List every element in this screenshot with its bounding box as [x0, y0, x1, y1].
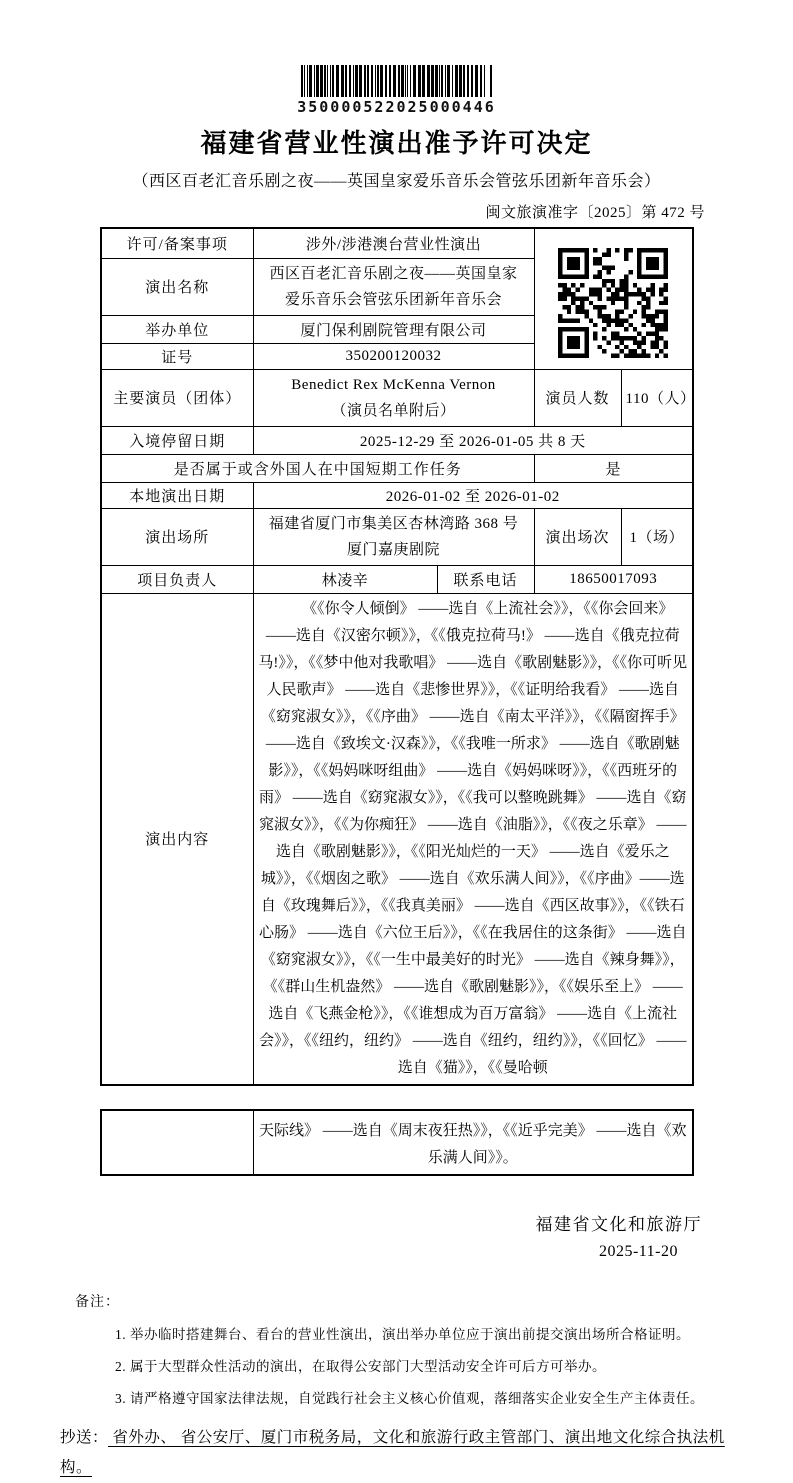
notes-section — [75, 1291, 793, 1407]
main-performers-line1: Benedict Rex McKenna Vernon — [291, 376, 496, 393]
performance-name-line1: 西区百老汇音乐剧之夜——英国皇家 — [269, 265, 518, 282]
cc-text: 省外办、 省公安厅、厦门市税务局，文化和旅游行政主管部门、演出地文化综合执法机构。 — [60, 1428, 725, 1476]
barcode-image — [301, 65, 493, 97]
row-label-content-continued — [101, 1110, 253, 1175]
phone-label: 联系电话 — [437, 565, 534, 593]
row-label-permit-item: 许可/备案事项 — [101, 228, 253, 258]
phone-value: 18650017093 — [534, 565, 693, 593]
table-row — [101, 1110, 693, 1175]
performance-name-line2: 爱乐音乐会管弦乐团新年音乐会 — [285, 291, 503, 308]
license-table — [100, 227, 694, 1086]
entry-stay-value: 2025-12-29 至 2026-01-05 共 8 天 — [253, 426, 693, 454]
table-row — [101, 369, 693, 426]
performance-content-cell — [253, 593, 693, 1085]
performer-count-value: 110（人） — [621, 369, 693, 426]
cc-label: 抄送： — [60, 1428, 109, 1446]
venue-value — [253, 508, 534, 565]
table-row — [101, 593, 693, 1085]
row-label-cert-no: 证号 — [101, 343, 253, 369]
venue-line2: 厦门嘉庚剧院 — [347, 541, 441, 558]
performance-name-value — [253, 258, 534, 315]
issuing-authority: 福建省文化和旅游厅 — [535, 1214, 702, 1234]
document-number: 闽文旅演准字〔2025〕第 472 号 — [485, 205, 705, 221]
permit-item-value: 涉外/涉港澳台营业性演出 — [253, 228, 534, 258]
qr-code-cell — [534, 228, 693, 369]
row-label-main-performers: 主要演员（团体） — [101, 369, 253, 426]
show-count-value: 1（场） — [621, 508, 693, 565]
note-item-3: 3. 请严格遵守国家法律法规，自觉践行社会主义核心价值观，落细落实企业安全生产主体责任。 — [115, 1390, 704, 1406]
page-subtitle: （西区百老汇音乐剧之夜——英国皇家爱乐音乐会管弦乐团新年音乐会） — [132, 173, 661, 190]
table-row — [101, 508, 693, 565]
table-row — [101, 228, 693, 258]
venue-line1: 福建省厦门市集美区杏林湾路 368 号 — [268, 515, 519, 532]
document-body — [100, 201, 705, 1261]
performance-content-cell-continued — [253, 1110, 693, 1175]
table-row — [101, 565, 693, 593]
note-item-1: 1. 举办临时搭建舞台、看台的营业性演出，演出举办单位应于演出前提交演出场所合格证明。 — [115, 1326, 690, 1342]
table-row — [101, 482, 693, 508]
qr-code-image — [558, 248, 668, 358]
row-label-performance-name: 演出名称 — [101, 258, 253, 315]
barcode-block — [0, 0, 793, 116]
main-performers-line2: （演员名单附后） — [331, 402, 456, 419]
performance-content-part1: 《《你令人倾倒》 ——选自《上流社会》》，《《你会回来》 ——选自《汉密尔顿》》，《《俄克拉荷马!》 ——选自《俄克拉荷马!》》，《《梦中他对我歌唱》 ——选自《歌剧魅影》》，《《你可听见人民歌声》 ——选自《悲惨世界》》，《《证明给我看》 ——选自《窈窕淑女》》，《《序曲》 ——选自《南太平洋》》，《《隔窗挥手》 ——选自《致埃文·汉森》》，《《我唯一所求》 ——选自《歌剧魅影》》，《《妈妈咪呀组曲》 ——选自《妈妈咪呀》》，《《西班牙的雨》 ——选自《窈窕淑女》》，《《我可以整晚跳舞》 ——选自《窈窕淑女》》，《《为你痴狂》 ——选自《油脂》》，《《夜之乐章》 ——选自《歌剧魅影》》，《《阳光灿烂的一天》 ——选自《爱乐之城》》，《《烟囱之歌》 ——选自《欢乐满人间》》，《《序曲》——选自《玫瑰舞后》》，《《我真美丽》 ——选自《西区故事》》，《《铁石心肠》 ——选自《六位王后》》，《《在我居住的这条街》 ——选自《窈窕淑女》》，《《一生中最美好的时光》 ——选自《辣身舞》》，《《群山生机盎然》 ——选自《歌剧魅影》》，《《娱乐至上》 ——选自《飞燕金枪》》，《《谁想成为百万富翁》 ——选自《上流社会》》，《《纽约，纽约》 ——选自《纽约，纽约》》，《《回忆》 ——选自《猫》》，《《曼哈顿 — [258, 600, 688, 1076]
row-label-entry-stay: 入境停留日期 — [101, 426, 253, 454]
table-row — [101, 426, 693, 454]
row-label-local-dates: 本地演出日期 — [101, 482, 253, 508]
row-label-project-manager: 项目负责人 — [101, 565, 253, 593]
page-title: 福建省营业性演出准予许可决定 — [200, 128, 593, 158]
row-label-venue: 演出场所 — [101, 508, 253, 565]
issue-date: 2025-11-20 — [598, 1242, 678, 1260]
note-item-2: 2. 属于大型群众性活动的演出，在取得公安部门大型活动安全许可后方可举办。 — [115, 1358, 606, 1374]
performance-content-part2: 天际线》 ——选自《周末夜狂热》》，《《近乎完美》 ——选自《欢乐满人间》》。 — [259, 1122, 687, 1166]
cc-section — [60, 1423, 753, 1483]
organizer-value: 厦门保利剧院管理有限公司 — [253, 315, 534, 343]
notes-label: 备注： — [75, 1294, 120, 1310]
performer-count-label: 演员人数 — [534, 369, 621, 426]
row-label-content: 演出内容 — [101, 593, 253, 1085]
short-term-work-value: 是 — [534, 454, 693, 482]
table-row — [101, 454, 693, 482]
main-performers-value — [253, 369, 534, 426]
row-label-organizer: 举办单位 — [101, 315, 253, 343]
local-dates-value: 2026-01-02 至 2026-01-02 — [253, 482, 693, 508]
barcode-number: 350000522025000446 — [297, 98, 496, 116]
row-label-short-term-work: 是否属于或含外国人在中国短期工作任务 — [101, 454, 534, 482]
show-count-label: 演出场次 — [534, 508, 621, 565]
cert-no-value: 350200120032 — [253, 343, 534, 369]
project-manager-value: 林凌辛 — [253, 565, 437, 593]
license-table-continued — [100, 1109, 694, 1176]
